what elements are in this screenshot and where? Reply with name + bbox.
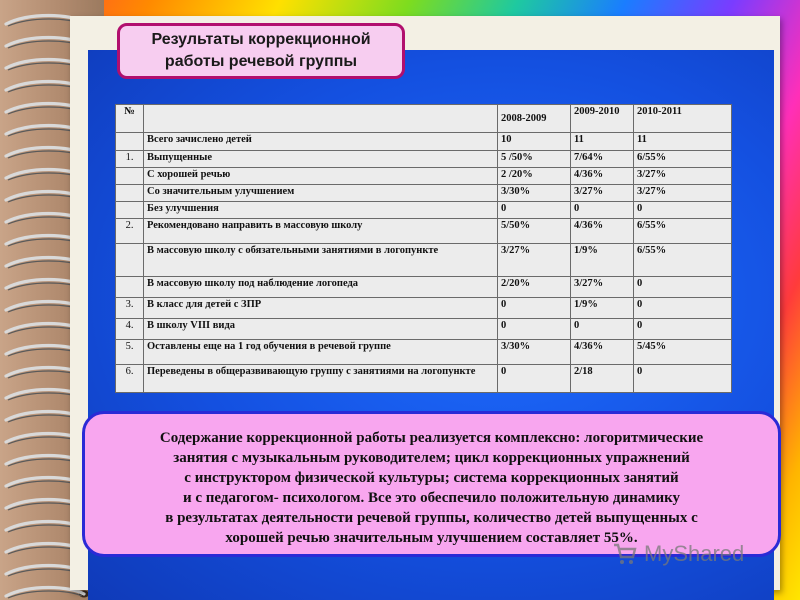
row-year-2-value: 4/36% (571, 219, 634, 244)
row-year-1-value: 0 (498, 202, 571, 219)
table-row (116, 319, 732, 340)
shopping-cart-icon (612, 541, 638, 567)
row-label: Без улучшения (144, 202, 498, 219)
row-num: 3. (116, 298, 144, 319)
row-num (116, 168, 144, 185)
row-label: С хорошей речью (144, 168, 498, 185)
row-year-1-value: 0 (498, 298, 571, 319)
row-year-2-value: 3/27% (571, 277, 634, 298)
row-year-2-value: 4/36% (571, 168, 634, 185)
row-year-3-value: 0 (634, 298, 732, 319)
row-label: Выпущенные (144, 151, 498, 168)
row-num: 6. (116, 365, 144, 393)
row-year-3-value: 5/45% (634, 340, 732, 365)
table-row (116, 185, 732, 202)
header-year-1: 2008-2009 (498, 105, 571, 133)
row-year-2-value: 3/27% (571, 185, 634, 202)
row-year-3-value: 3/27% (634, 168, 732, 185)
row-year-3-value: 0 (634, 202, 732, 219)
slide-title-line-1: Результаты коррекционной (151, 31, 371, 48)
row-num (116, 185, 144, 202)
row-year-3-value: 0 (634, 319, 732, 340)
row-num: 1. (116, 151, 144, 168)
row-year-3-value: 6/55% (634, 151, 732, 168)
summary-box (82, 411, 781, 557)
summary-line-3: с инструктором физической культуры; система коррекционных занятий (184, 470, 679, 486)
summary-line-4: и с педагогом- психологом. Все это обеспечило положительную динамику (182, 490, 681, 506)
row-year-1-value: 10 (498, 133, 571, 151)
row-num: 4. (116, 319, 144, 340)
row-num: 2. (116, 219, 144, 244)
row-label: Всего зачислено детей (144, 133, 498, 151)
row-year-1-value: 3/27% (498, 244, 571, 277)
row-label: Оставлены еще на 1 год обучения в речевой группе (144, 340, 498, 365)
row-num (116, 133, 144, 151)
summary-line-2: занятия с музыкальным руководителем; цикл коррекционных упражнений (173, 450, 690, 466)
table-row (116, 340, 732, 365)
table-header-row (116, 105, 732, 133)
results-table (115, 104, 731, 393)
row-year-3-value: 6/55% (634, 244, 732, 277)
header-year-2: 2009-2010 (571, 105, 634, 133)
table-row (116, 151, 732, 168)
slide-title (117, 23, 405, 79)
row-year-1-value: 5 /50% (498, 151, 571, 168)
row-year-2-value: 4/36% (571, 340, 634, 365)
table-row (116, 244, 732, 277)
header-num: № (116, 105, 144, 133)
table-row (116, 219, 732, 244)
row-year-3-value: 0 (634, 277, 732, 298)
slide-title-line-2: работы речевой группы (164, 53, 358, 70)
row-year-2-value: 11 (571, 133, 634, 151)
row-label: В школу VIII вида (144, 319, 498, 340)
row-year-1-value: 3/30% (498, 340, 571, 365)
row-label: В массовую школу под наблюдение логопеда (144, 277, 498, 298)
header-year-3: 2010-2011 (634, 105, 732, 133)
table-row (116, 168, 732, 185)
table-row (116, 277, 732, 298)
table-row (116, 133, 732, 151)
row-year-3-value: 11 (634, 133, 732, 151)
summary-line-5: в результатах деятельности речевой группы, количество детей выпущенных с (165, 510, 698, 526)
row-label: В массовую школу с обязательными занятиями в логопункте (144, 244, 498, 277)
row-year-1-value: 2/20% (498, 277, 571, 298)
row-year-1-value: 0 (498, 319, 571, 340)
row-year-2-value: 0 (571, 319, 634, 340)
row-year-1-value: 0 (498, 365, 571, 393)
summary-line-6: хорошей речью значительным улучшением составляет 55%. (225, 530, 638, 546)
row-year-1-value: 2 /20% (498, 168, 571, 185)
row-label: Со значительным улучшением (144, 185, 498, 202)
row-year-3-value: 6/55% (634, 219, 732, 244)
row-year-3-value: 0 (634, 365, 732, 393)
row-year-1-value: 3/30% (498, 185, 571, 202)
table-row (116, 365, 732, 393)
row-year-2-value: 0 (571, 202, 634, 219)
table-row (116, 298, 732, 319)
watermark (612, 538, 772, 570)
row-label: В класс для детей с ЗПР (144, 298, 498, 319)
row-num (116, 277, 144, 298)
row-year-2-value: 1/9% (571, 244, 634, 277)
row-num (116, 244, 144, 277)
row-label: Рекомендовано направить в массовую школу (144, 219, 498, 244)
row-year-1-value: 5/50% (498, 219, 571, 244)
row-num: 5. (116, 340, 144, 365)
row-num (116, 202, 144, 219)
header-label (144, 105, 498, 133)
row-year-2-value: 7/64% (571, 151, 634, 168)
row-year-3-value: 3/27% (634, 185, 732, 202)
row-year-2-value: 1/9% (571, 298, 634, 319)
summary-line-1: Содержание коррекционной работы реализуется комплексно: логоритмические (159, 430, 704, 446)
row-label: Переведены в общеразвивающую группу с занятиями на логопункте (144, 365, 498, 393)
row-year-2-value: 2/18 (571, 365, 634, 393)
table-row (116, 202, 732, 219)
watermark-text: MyShared (644, 541, 745, 566)
